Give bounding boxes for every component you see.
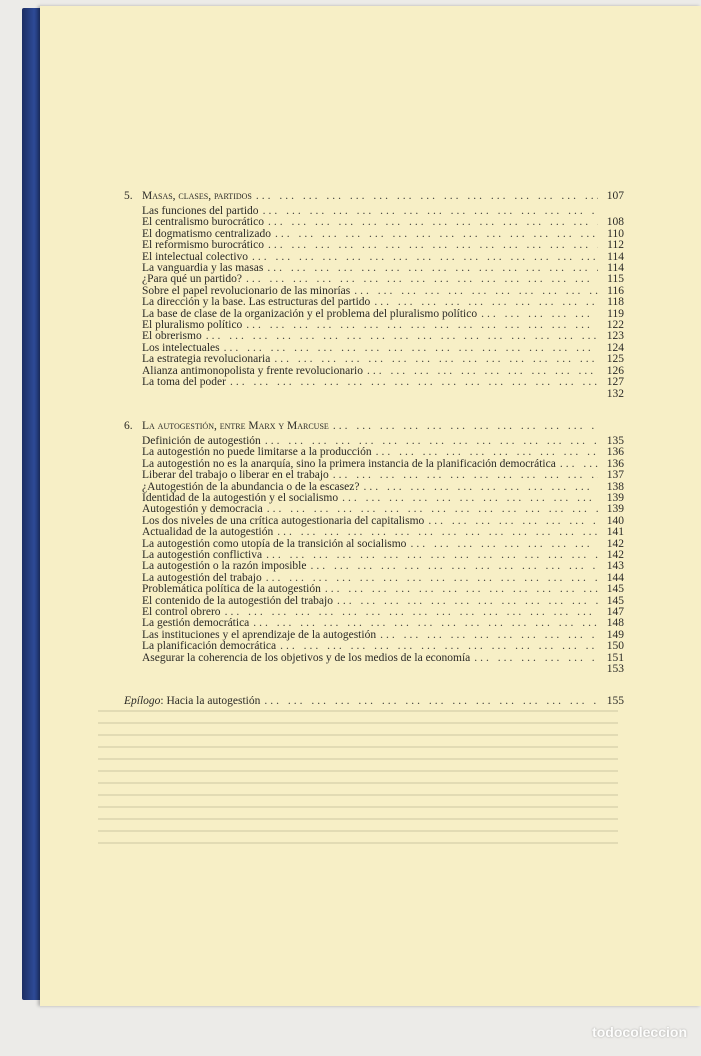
leader-dots	[263, 206, 598, 217]
entry-label: La estrategia revolucionaria	[142, 353, 271, 366]
entry-label: El intelectual colectivo	[142, 250, 249, 263]
entry-page: 126	[606, 364, 624, 377]
entry-list	[142, 206, 624, 400]
entry-page: 148	[606, 617, 624, 630]
toc-entry	[142, 447, 624, 458]
entry-label: La toma del poder	[142, 376, 226, 389]
entry-label: El contenido de la autogestión del trabajo	[142, 594, 333, 607]
epilogue-wrap	[124, 695, 624, 708]
entry-page: 145	[606, 594, 624, 607]
leader-dots	[275, 229, 598, 240]
leader-dots	[224, 343, 598, 354]
entry-label: Identidad de la autogestión y el socialismo	[142, 491, 339, 504]
entry-label: Sobre el papel revolucionario de las minorías	[142, 284, 351, 297]
toc-entry	[142, 584, 624, 595]
leader-dots	[376, 447, 598, 458]
chapter-title: Masas, clases, partidos	[142, 190, 252, 202]
entry-page: 125	[606, 353, 624, 366]
entry-page: 135	[606, 434, 624, 447]
watermark: todocoleccion	[592, 1024, 687, 1040]
entry-label: La autogestión no puede limitarse a la producción	[142, 446, 372, 459]
entry-label: La autogestión o la razón imposible	[142, 560, 307, 573]
toc-entry	[142, 240, 624, 251]
leader-dots	[310, 561, 598, 572]
toc-entry	[142, 653, 624, 664]
leader-dots	[252, 252, 598, 263]
entry-label: La autogestión no es la anarquía, sino la primera instancia de la planificación democrática	[142, 457, 556, 470]
entry-page: 122	[606, 319, 624, 332]
section-gap	[124, 675, 624, 695]
entry-label: Definición de autogestión	[142, 434, 261, 447]
leader-dots	[560, 459, 598, 470]
entry-label: La gestión democrática	[142, 617, 250, 630]
entry-page: 144	[606, 571, 624, 584]
entry-label: Autogestión y democracia	[142, 503, 263, 516]
toc-entry	[142, 470, 624, 481]
epilogue-title: : Hacia la autogestión	[160, 695, 261, 708]
entry-label: Los intelectuales	[142, 341, 220, 354]
leader-dots	[374, 297, 598, 308]
entry-label: El dogmatismo centralizado	[142, 227, 272, 240]
chapter-number: 6.	[124, 419, 133, 432]
entry-label: El control obrero	[142, 606, 221, 618]
entry-page: 142	[606, 548, 624, 561]
toc-entry	[142, 297, 624, 308]
entry-label: La autogestión como utopía de la transición al socialismo	[142, 537, 407, 550]
entry-label: Las funciones del partido	[142, 205, 259, 217]
leader-dots	[363, 482, 598, 493]
entry-page: 124	[606, 341, 624, 354]
toc-entry	[142, 527, 624, 538]
leader-dots	[337, 596, 598, 607]
leader-dots	[367, 366, 598, 377]
entry-label: El pluralismo político	[142, 319, 243, 332]
entry-label: Liberar del trabajo o liberar en el trabajo	[142, 469, 329, 482]
section-end-page: 153	[606, 663, 624, 676]
entry-label: El reformismo burocrático	[142, 239, 264, 252]
epilogue-page: 155	[606, 695, 624, 708]
entry-label: ¿Autogestión de la abundancia o de la escasez?	[142, 480, 360, 493]
entry-label: La dirección y la base. Las estructuras del partido	[142, 296, 371, 309]
epilogue-entry	[124, 695, 624, 707]
entry-page: 108	[606, 216, 624, 229]
entry-page: 145	[606, 583, 624, 596]
entry-page: 147	[606, 606, 624, 618]
entry-page: 127	[606, 376, 624, 389]
leader-dots	[280, 641, 598, 652]
chapter-heading	[124, 190, 624, 202]
entry-label: La autogestión conflictiva	[142, 548, 263, 561]
section-gap	[124, 400, 624, 420]
leader-dots	[268, 240, 598, 251]
leader-dots	[256, 190, 598, 202]
leader-dots	[264, 695, 598, 707]
toc-entry	[142, 354, 624, 365]
epilogue-label	[124, 695, 260, 707]
leader-dots	[277, 527, 598, 538]
section-end-page: 132	[606, 387, 624, 400]
entry-page: 110	[607, 227, 624, 240]
entry-label: Actualidad de la autogestión	[142, 526, 274, 539]
entry-page: 140	[606, 514, 624, 527]
entry-page: 143	[606, 560, 624, 573]
chapter-page: 107	[606, 190, 624, 202]
leader-dots	[333, 470, 598, 481]
leader-dots	[246, 320, 598, 331]
leader-dots	[410, 539, 598, 550]
entry-page: 114	[607, 262, 624, 275]
entry-page: 136	[606, 446, 624, 459]
entry-page: 138	[606, 480, 624, 493]
toc-entry	[142, 377, 624, 388]
leader-dots	[428, 516, 598, 527]
entry-page: 141	[606, 526, 624, 539]
entry-page: 123	[606, 330, 624, 343]
entry-label: El obrerismo	[142, 330, 202, 343]
leader-dots	[267, 263, 598, 274]
toc-entry	[142, 320, 624, 331]
leader-dots	[342, 493, 598, 504]
chapter-number: 5.	[124, 190, 133, 202]
entry-label: Las instituciones y el aprendizaje de la autogestión	[142, 628, 377, 641]
entry-page: 139	[606, 491, 624, 504]
leader-dots	[333, 420, 598, 432]
entry-page: 142	[606, 537, 624, 550]
entry-page: 136	[606, 457, 624, 470]
entry-label: ¿Para qué un partido?	[142, 273, 242, 286]
entry-label: Problemática política de la autogestión	[142, 583, 321, 596]
entry-page: 151	[606, 651, 624, 664]
entry-page: 112	[607, 239, 624, 252]
entry-page: 115	[607, 273, 624, 286]
entry-page: 139	[606, 503, 624, 516]
toc-entry	[142, 641, 624, 652]
leader-dots	[266, 550, 598, 561]
entry-page: 116	[607, 284, 624, 297]
leader-dots	[354, 286, 598, 297]
chapter-title: La autogestión, entre Marx y Marcuse	[142, 419, 329, 432]
leader-dots	[268, 217, 598, 228]
entry-list	[142, 436, 624, 676]
leader-dots	[230, 377, 598, 388]
entry-label: La autogestión del trabajo	[142, 571, 262, 584]
leader-dots	[225, 607, 598, 618]
entry-label: La base de clase de la organización y el problema del pluralismo político	[142, 307, 478, 320]
entry-page: 114	[607, 250, 624, 263]
epilogue-prefix: Epílogo	[124, 695, 161, 708]
entry-label: La planificación democrática	[142, 640, 277, 653]
leader-dots	[380, 630, 598, 641]
entry-label: Los dos niveles de una crítica autogestionaria del capitalismo	[142, 514, 425, 527]
entry-page: 149	[606, 628, 624, 641]
entry-label: Alianza antimonopolista y frente revolucionario	[142, 364, 363, 377]
table-of-contents	[124, 190, 624, 707]
entry-label: Asegurar la coherencia de los objetivos y de los medios de la economía	[142, 651, 471, 664]
chapter-heading	[124, 420, 624, 432]
entry-page: 150	[606, 640, 624, 653]
leader-dots	[481, 309, 598, 320]
entry-page: 137	[606, 469, 624, 482]
leader-dots	[206, 331, 598, 342]
leader-dots	[325, 584, 598, 595]
leader-dots	[274, 354, 598, 365]
entry-label: La vanguardia y las masas	[142, 262, 264, 275]
entry-label: El centralismo burocrático	[142, 216, 264, 229]
entry-page: 118	[607, 296, 624, 309]
leader-dots	[474, 653, 598, 664]
entry-page: 119	[607, 307, 624, 320]
